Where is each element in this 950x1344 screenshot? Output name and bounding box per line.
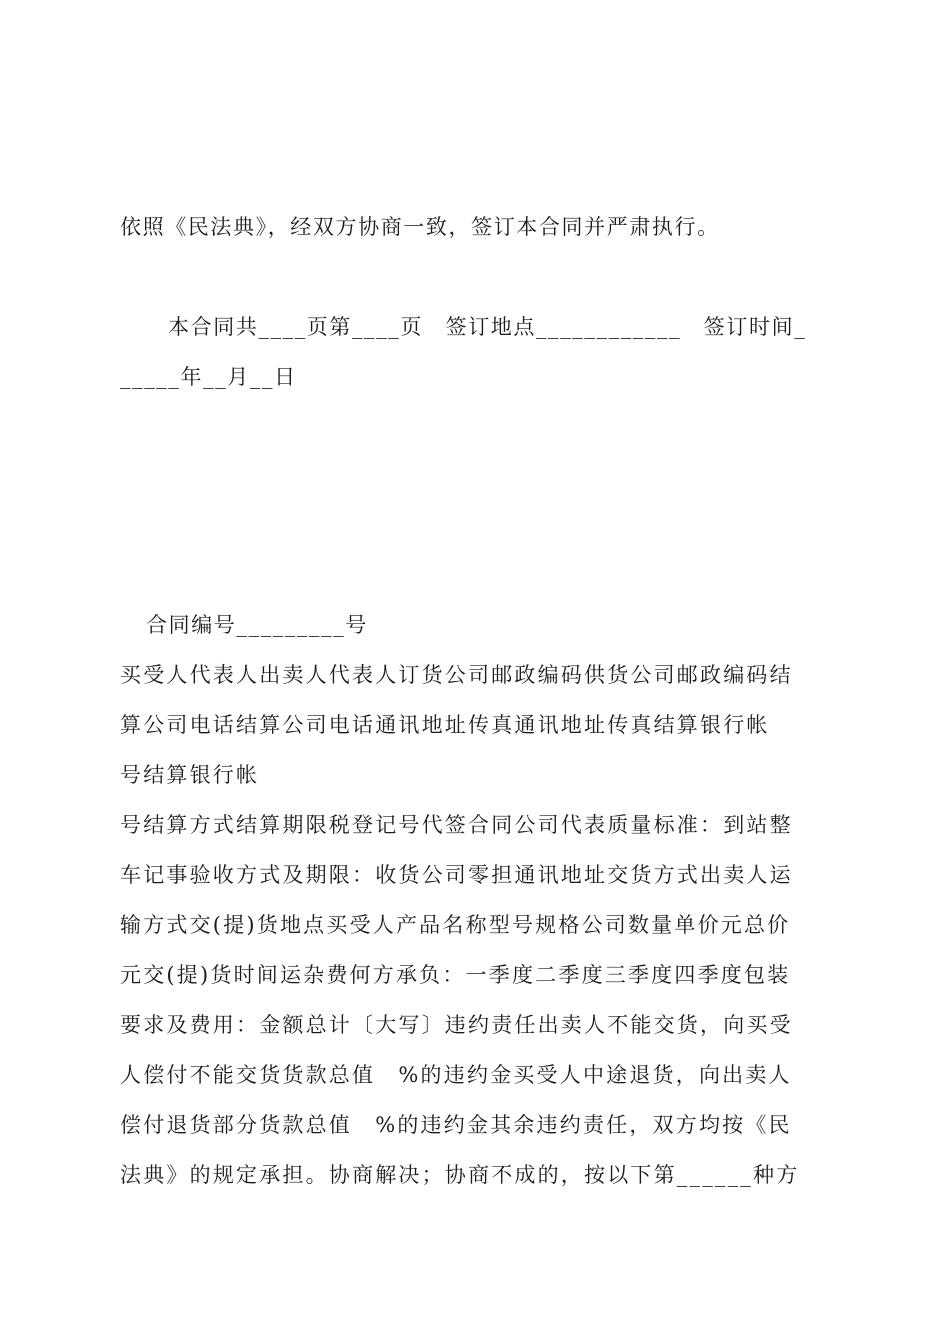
contract-body-line: 买受人代表人出卖人代表人订货公司邮政编码供货公司邮政编码结: [120, 663, 793, 687]
contract-body-line: 人偿付不能交货货款总值 %的违约金买受人中途退货，向出卖人: [120, 1063, 792, 1087]
contract-body-line: 要求及费用：金额总计〔大写〕违约责任出卖人不能交货，向买受: [120, 1013, 793, 1037]
contract-body-line: 号结算银行帐: [120, 763, 260, 787]
contract-number-line: 合同编号_________号: [146, 613, 368, 637]
signing-info-line-1: 本合同共____页第____页 签订地点____________ 签订时间_: [168, 315, 807, 339]
contract-body-line: 偿付退货部分货款总值 %的违约金其余违约责任，双方均按《民: [120, 1113, 792, 1137]
contract-body-line: 法典》的规定承担。协商解决；协商不成的，按以下第______种方: [120, 1163, 800, 1187]
contract-body-line: 元交(提)货时间运杂费何方承负：一季度二季度三季度四季度包装: [120, 963, 791, 987]
agreement-sentence: 依照《民法典》，经双方协商一致，签订本合同并严肃执行。: [120, 215, 720, 239]
signing-info-line-2: _____年__月__日: [120, 365, 297, 389]
contract-body-line: 输方式交(提)货地点买受人产品名称型号规格公司数量单价元总价: [120, 913, 791, 937]
contract-body-line: 车记事验收方式及期限：收货公司零担通讯地址交货方式出卖人运: [120, 863, 793, 887]
contract-body-line: 算公司电话结算公司电话通讯地址传真通讯地址传真结算银行帐: [120, 713, 770, 737]
contract-body-line: 号结算方式结算期限税登记号代签合同公司代表质量标准：到站整: [120, 813, 793, 837]
